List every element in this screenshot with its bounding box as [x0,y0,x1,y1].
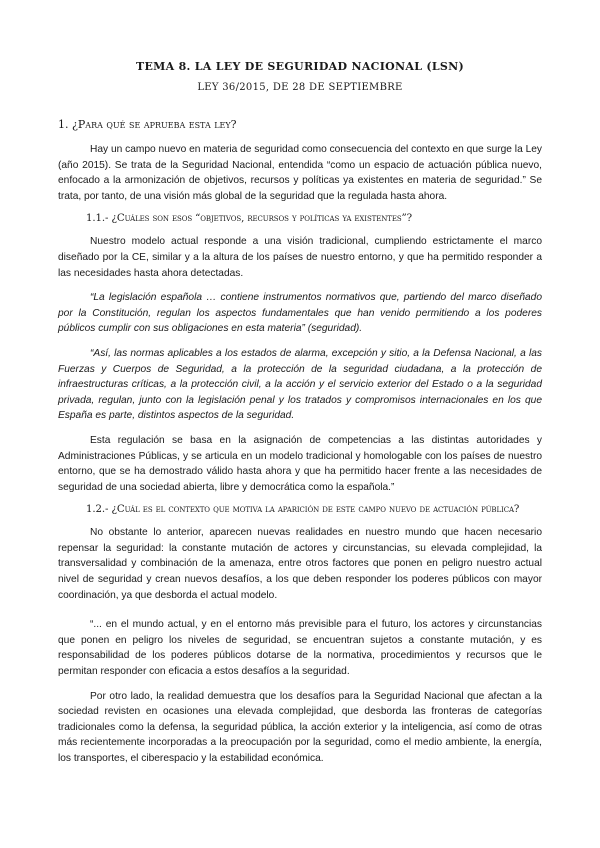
section-1-1-paragraph-2: Esta regulación se basa en la asignación de competencias a las distintas autoridades y Administraciones Públicas, y se articula en un modelo tradicional y homologable con los países de nuestro entorno, que se ha demostrado válido hasta ahora y que ha permitido hacer frente a las necesidades de seguridad de una sociedad abierta, libre y democrática como la española.” [58,434,542,493]
section-1-paragraph: Hay un campo nuevo en materia de seguridad como consecuencia del contexto en que surge la Ley (año 2015). Se trata de la Seguridad Nacional, entendida “como un espacio de actuación pública nuevo, enfocado a la armonización de objetivos, recursos y políticas ya existentes en materia de seguridad.” Se trata, por tanto, de una visión más global de la seguridad que la regulada hasta ahora. [58,144,542,202]
section-1-heading: 1. ¿Para qué se aprueba esta ley? [58,118,237,131]
section-1-1-quote-1: “La legislación española … contiene instrumentos normativos que, partiendo del marco diseñado por la Constitución, regulan los aspectos fundamentales que han venido permitiendo a los poderes públicos cumplir con sus obligaciones en esta materia” (seguridad). [58,292,542,335]
section-1-1-heading: 1.1.- ¿Cuáles son esos “objetivos, recursos y políticas ya existentes”? [86,213,413,225]
section-1-2-paragraph-1: No obstante lo anterior, aparecen nuevas realidades en nuestro mundo que hacen necesario repensar la seguridad: la constante mutación de actores y circunstancias, su elevada complejidad, la transversalidad y combinación de la amenaza, entre otros factores que ponen en peligro nuestro actual nivel de seguridad y crean nuevos desafíos, a los que deben responder los poderes públicos con mayor coordinación, ya que desborda el actual modelo. [58,527,542,601]
section-1-1-quote-2: “Así, las normas aplicables a los estados de alarma, excepción y sitio, a la Defensa Nacional, a las Fuerzas y Cuerpos de Seguridad, a la protección de la seguridad ciudadana, a la protección de infraestructuras críticas, a la protección civil, a la acción y el servicio exterior del Estado o a la seguridad privada, regulan, junto con la legislación penal y los tratados y compromisos internacionales en los que España es parte, distintos aspectos de la seguridad. [58,347,542,422]
section-1-2-paragraph-2: Por otro lado, la realidad demuestra que los desafíos para la Seguridad Nacional que afectan a la sociedad revisten en ocasiones una elevada complejidad, que desborda las fronteras de categorías tradicionales como la defensa, la seguridad pública, la acción exterior y la inteligencia, así como de otras más recientemente incorporadas a la preocupación por la seguridad, como el medio ambiente, la energía, los transportes, el ciberespacio y la estabilidad económica. [58,690,542,764]
section-1-2-quote: “... en el mundo actual, y en el entorno más previsible para el futuro, los actores y circunstancias que ponen en peligro los niveles de seguridad, se encuentran sujetos a constante mutación, y es responsabilidad de los poderes públicos dotarse de la normativa, procedimientos y recursos que le permitan responder con eficacia a estos desafíos a la seguridad. [58,619,542,678]
section-1-1-paragraph-1: Nuestro modelo actual responde a una visión tradicional, cumpliendo estrictamente el marco diseñado por la CE, similar y a la altura de los países de nuestro entorno, y que ha permitido responder a las necesidades hasta ahora detectadas. [58,236,542,279]
document-title: TEMA 8. LA LEY DE SEGURIDAD NACIONAL (LSN) [135,60,465,73]
document-body [58,118,542,776]
document-subtitle: LEY 36/2015, DE 28 DE SEPTIEMBRE [197,82,403,93]
section-1-2-heading: 1.2.- ¿Cuál es el contexto que motiva la aparición de este campo nuevo de actuación pública? [86,504,520,516]
